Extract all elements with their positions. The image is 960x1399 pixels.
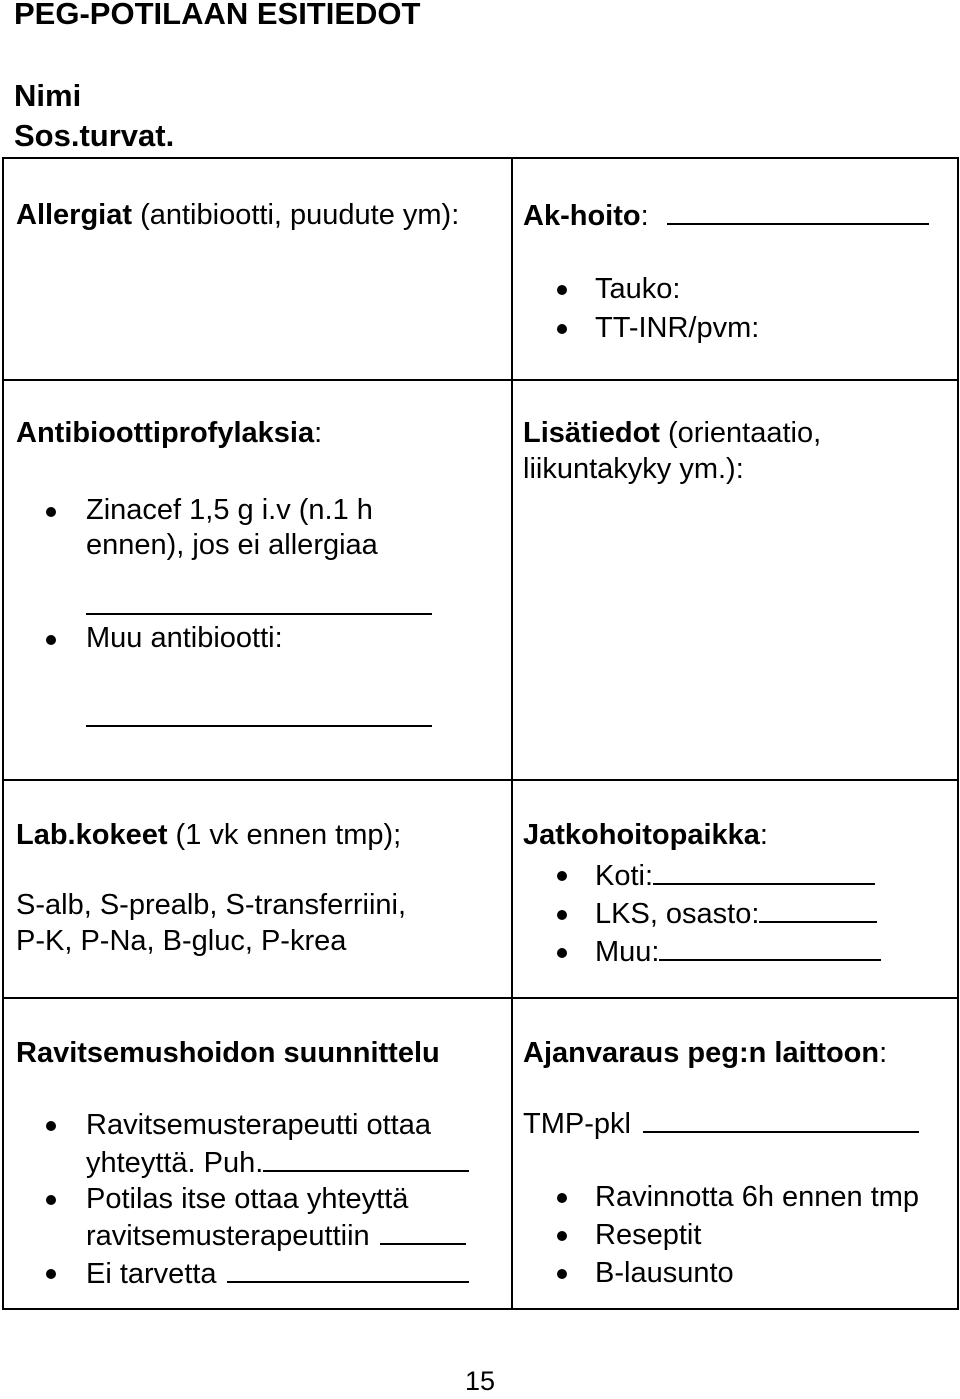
anticoag-break-item: Tauko: bbox=[595, 273, 681, 305]
follow-up-home: Koti: bbox=[595, 857, 875, 895]
home-field[interactable] bbox=[653, 857, 875, 885]
other-antibiotic-label: Muu antibiootti: bbox=[86, 622, 283, 654]
bullet-icon bbox=[557, 324, 567, 334]
labs-cell bbox=[3, 780, 512, 998]
allergies-label: Allergiat (antibiootti, puudute ym): bbox=[16, 199, 460, 231]
prophylaxis-blank-line[interactable] bbox=[86, 587, 432, 615]
prescriptions-item: Reseptit bbox=[595, 1219, 702, 1251]
booking-label: Ajanvaraus peg:n laittoon: bbox=[523, 1037, 888, 1069]
bullet-icon bbox=[557, 1193, 567, 1203]
bullet-icon bbox=[557, 1269, 567, 1279]
phone-field[interactable] bbox=[263, 1144, 469, 1172]
bullet-icon bbox=[557, 948, 567, 958]
follow-up-ward: LKS, osasto: bbox=[595, 895, 877, 933]
bullet-icon bbox=[557, 910, 567, 920]
bullet-icon bbox=[46, 635, 56, 645]
nutrition-cell bbox=[3, 998, 512, 1309]
clinic-field[interactable] bbox=[643, 1105, 919, 1133]
follow-up-cell bbox=[512, 780, 958, 998]
anticoagulation-field[interactable] bbox=[667, 197, 929, 225]
follow-up-label: Jatkohoitopaikka: bbox=[523, 819, 768, 851]
bullet-icon bbox=[46, 1121, 56, 1131]
ward-field[interactable] bbox=[759, 895, 877, 923]
labs-line2: P-K, P-Na, B-gluc, P-krea bbox=[16, 925, 347, 957]
zinacef-line1: Zinacef 1,5 g i.v (n.1 h bbox=[86, 494, 373, 526]
page-number: 15 bbox=[464, 1366, 496, 1396]
patient-contacts-line2: ravitsemusterapeuttiin bbox=[86, 1217, 466, 1255]
ssn-label: Sos.turvat. bbox=[14, 118, 175, 153]
anticoagulation-label: Ak-hoito: bbox=[523, 197, 929, 235]
booking-cell bbox=[512, 998, 958, 1309]
statement-item: B-lausunto bbox=[595, 1257, 734, 1289]
bullet-icon bbox=[557, 1231, 567, 1241]
bullet-icon bbox=[557, 871, 567, 881]
name-label: Nimi bbox=[14, 78, 82, 113]
labs-line1: S-alb, S-prealb, S-transferriini, bbox=[16, 889, 407, 921]
bullet-icon bbox=[46, 1195, 56, 1205]
page-title: PEG-POTILAAN ESITIEDOT bbox=[14, 0, 421, 31]
bullet-icon bbox=[46, 1269, 56, 1279]
anticoagulation-cell bbox=[512, 158, 958, 380]
anticoag-inr-item: TT-INR/pvm: bbox=[595, 312, 760, 344]
follow-up-other: Muu: bbox=[595, 933, 881, 971]
no-need-item: Ei tarvetta bbox=[86, 1255, 469, 1293]
dietitian-contacts-line2: yhteyttä. Puh. bbox=[86, 1144, 469, 1182]
labs-label: Lab.kokeet (1 vk ennen tmp); bbox=[16, 819, 402, 851]
extra-info-cell bbox=[512, 380, 958, 780]
dietitian-contacts-line1: Ravitsemusterapeutti ottaa bbox=[86, 1109, 431, 1141]
prophylaxis-label: Antibioottiprofylaksia: bbox=[16, 417, 323, 449]
bullet-icon bbox=[46, 507, 56, 517]
fasting-item: Ravinnotta 6h ennen tmp bbox=[595, 1181, 920, 1213]
extra-info-line2: liikuntakyky ym.): bbox=[523, 453, 744, 485]
other-field[interactable] bbox=[659, 933, 881, 961]
zinacef-line2: ennen), jos ei allergiaa bbox=[86, 529, 378, 561]
extra-info-label: Lisätiedot (orientaatio, bbox=[523, 417, 822, 449]
booking-clinic: TMP-pkl bbox=[523, 1105, 919, 1143]
no-need-field[interactable] bbox=[227, 1255, 469, 1283]
prophylaxis-cell bbox=[3, 380, 512, 780]
nutrition-label: Ravitsemushoidon suunnittelu bbox=[16, 1037, 440, 1069]
pre-info-form bbox=[2, 157, 959, 1310]
patient-contacts-line1: Potilas itse ottaa yhteyttä bbox=[86, 1183, 409, 1215]
dietitian-field[interactable] bbox=[380, 1217, 466, 1245]
bullet-icon bbox=[557, 285, 567, 295]
other-antibiotic-field[interactable] bbox=[86, 699, 432, 727]
allergies-cell bbox=[3, 158, 512, 380]
